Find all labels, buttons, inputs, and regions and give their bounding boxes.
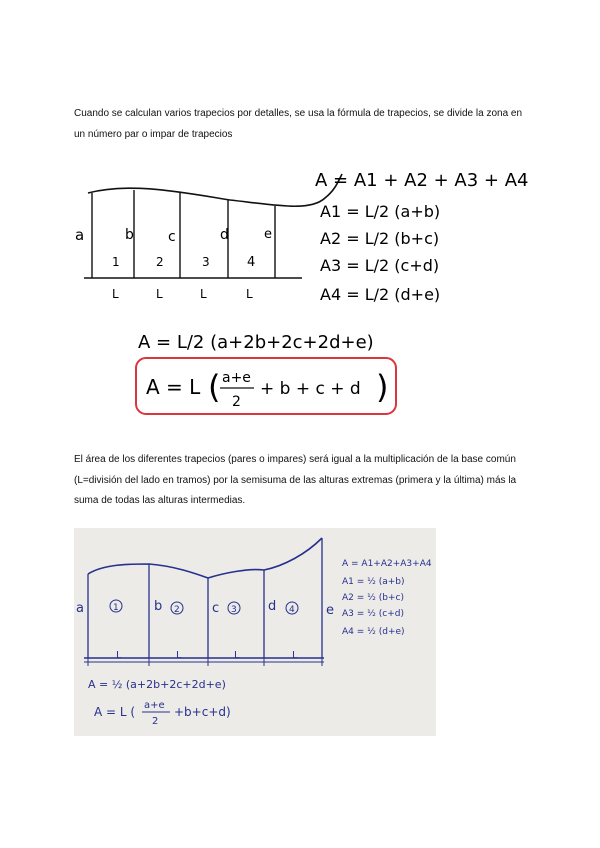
height-label-b: b — [125, 227, 134, 243]
photo-label-a: a — [76, 601, 84, 616]
photo-formula-simplified-right: +b+c+d) — [174, 705, 231, 719]
formula-expanded: A = L/2 (a+2b+2c+2d+e) — [138, 332, 374, 353]
trapezoid-diagram-handwritten — [70, 150, 540, 430]
height-label-d: d — [220, 227, 229, 243]
photo-handwritten-diagram — [74, 528, 436, 736]
photo-formula-numerator: a+e — [144, 700, 165, 711]
equation-a2: A2 = L/2 (b+c) — [320, 229, 440, 248]
photo-label-e: e — [326, 603, 334, 618]
photo-formula-simplified-left: A = L ( — [94, 705, 136, 719]
photo-formula-expanded: A = ½ (a+2b+2c+2d+e) — [88, 678, 226, 691]
boxed-formula-rest: + b + c + d — [260, 379, 361, 399]
height-label-a: a — [75, 226, 85, 244]
photo-equation-a4: A4 = ½ (d+e) — [342, 627, 405, 637]
photo-formula-denominator: 2 — [152, 716, 159, 727]
photo-label-c: c — [212, 601, 220, 616]
photo-label-d: d — [268, 599, 277, 614]
top-curve — [88, 174, 342, 206]
photo-label-b: b — [154, 599, 163, 614]
base-label-4: L — [246, 287, 253, 301]
photo-base-1: L — [116, 650, 122, 661]
equation-a4: A4 = L/2 (d+e) — [320, 285, 441, 304]
photo-number-4: 4 — [289, 605, 295, 615]
photo-number-3: 3 — [231, 605, 237, 615]
photo-base-2: L — [176, 650, 182, 661]
boxed-paren-open: ( — [208, 368, 221, 406]
section-number-1: 1 — [112, 255, 120, 269]
base-label-3: L — [200, 287, 207, 301]
boxed-formula-lhs: A = L — [146, 375, 201, 399]
photo-equation-a1: A1 = ½ (a+b) — [342, 577, 405, 587]
intro-paragraph: Cuando se calculan varios trapecios por detalles, se usa la fórmula de trapecios, se divide la zona en un número par o impar de trapecios — [74, 108, 523, 140]
equation-a1: A1 = L/2 (a+b) — [320, 202, 441, 221]
section-number-3: 3 — [202, 255, 210, 269]
photo-equation-a2: A2 = ½ (b+c) — [342, 593, 404, 603]
base-label-2: L — [156, 287, 163, 301]
height-label-c: c — [168, 229, 176, 245]
photo-equation-total: A = A1+A2+A3+A4 — [342, 559, 432, 569]
equation-total: A = A1 + A2 + A3 + A4 — [315, 170, 529, 191]
photo-number-2: 2 — [174, 605, 180, 615]
section-number-4: 4 — [247, 255, 256, 270]
photo-base-4: L — [292, 650, 298, 661]
section-number-2: 2 — [156, 255, 164, 269]
boxed-paren-close: ) — [376, 368, 389, 406]
photo-number-1: 1 — [113, 603, 119, 613]
base-label-1: L — [112, 287, 119, 301]
height-label-e: e — [264, 227, 272, 242]
equation-a3: A3 = L/2 (c+d) — [320, 256, 440, 275]
explanation-paragraph: El área de los diferentes trapecios (pares o impares) será igual a la multiplicación de la base común (L=división del lado en tramos) por la semisuma de las alturas extremas (primera y la última) más la suma de todas las alturas intermedias. — [74, 454, 517, 506]
boxed-fraction-denominator: 2 — [232, 394, 241, 410]
photo-equation-a3: A3 = ½ (c+d) — [342, 609, 404, 619]
boxed-fraction-numerator: a+e — [222, 370, 251, 386]
photo-base-3: L — [234, 650, 240, 661]
